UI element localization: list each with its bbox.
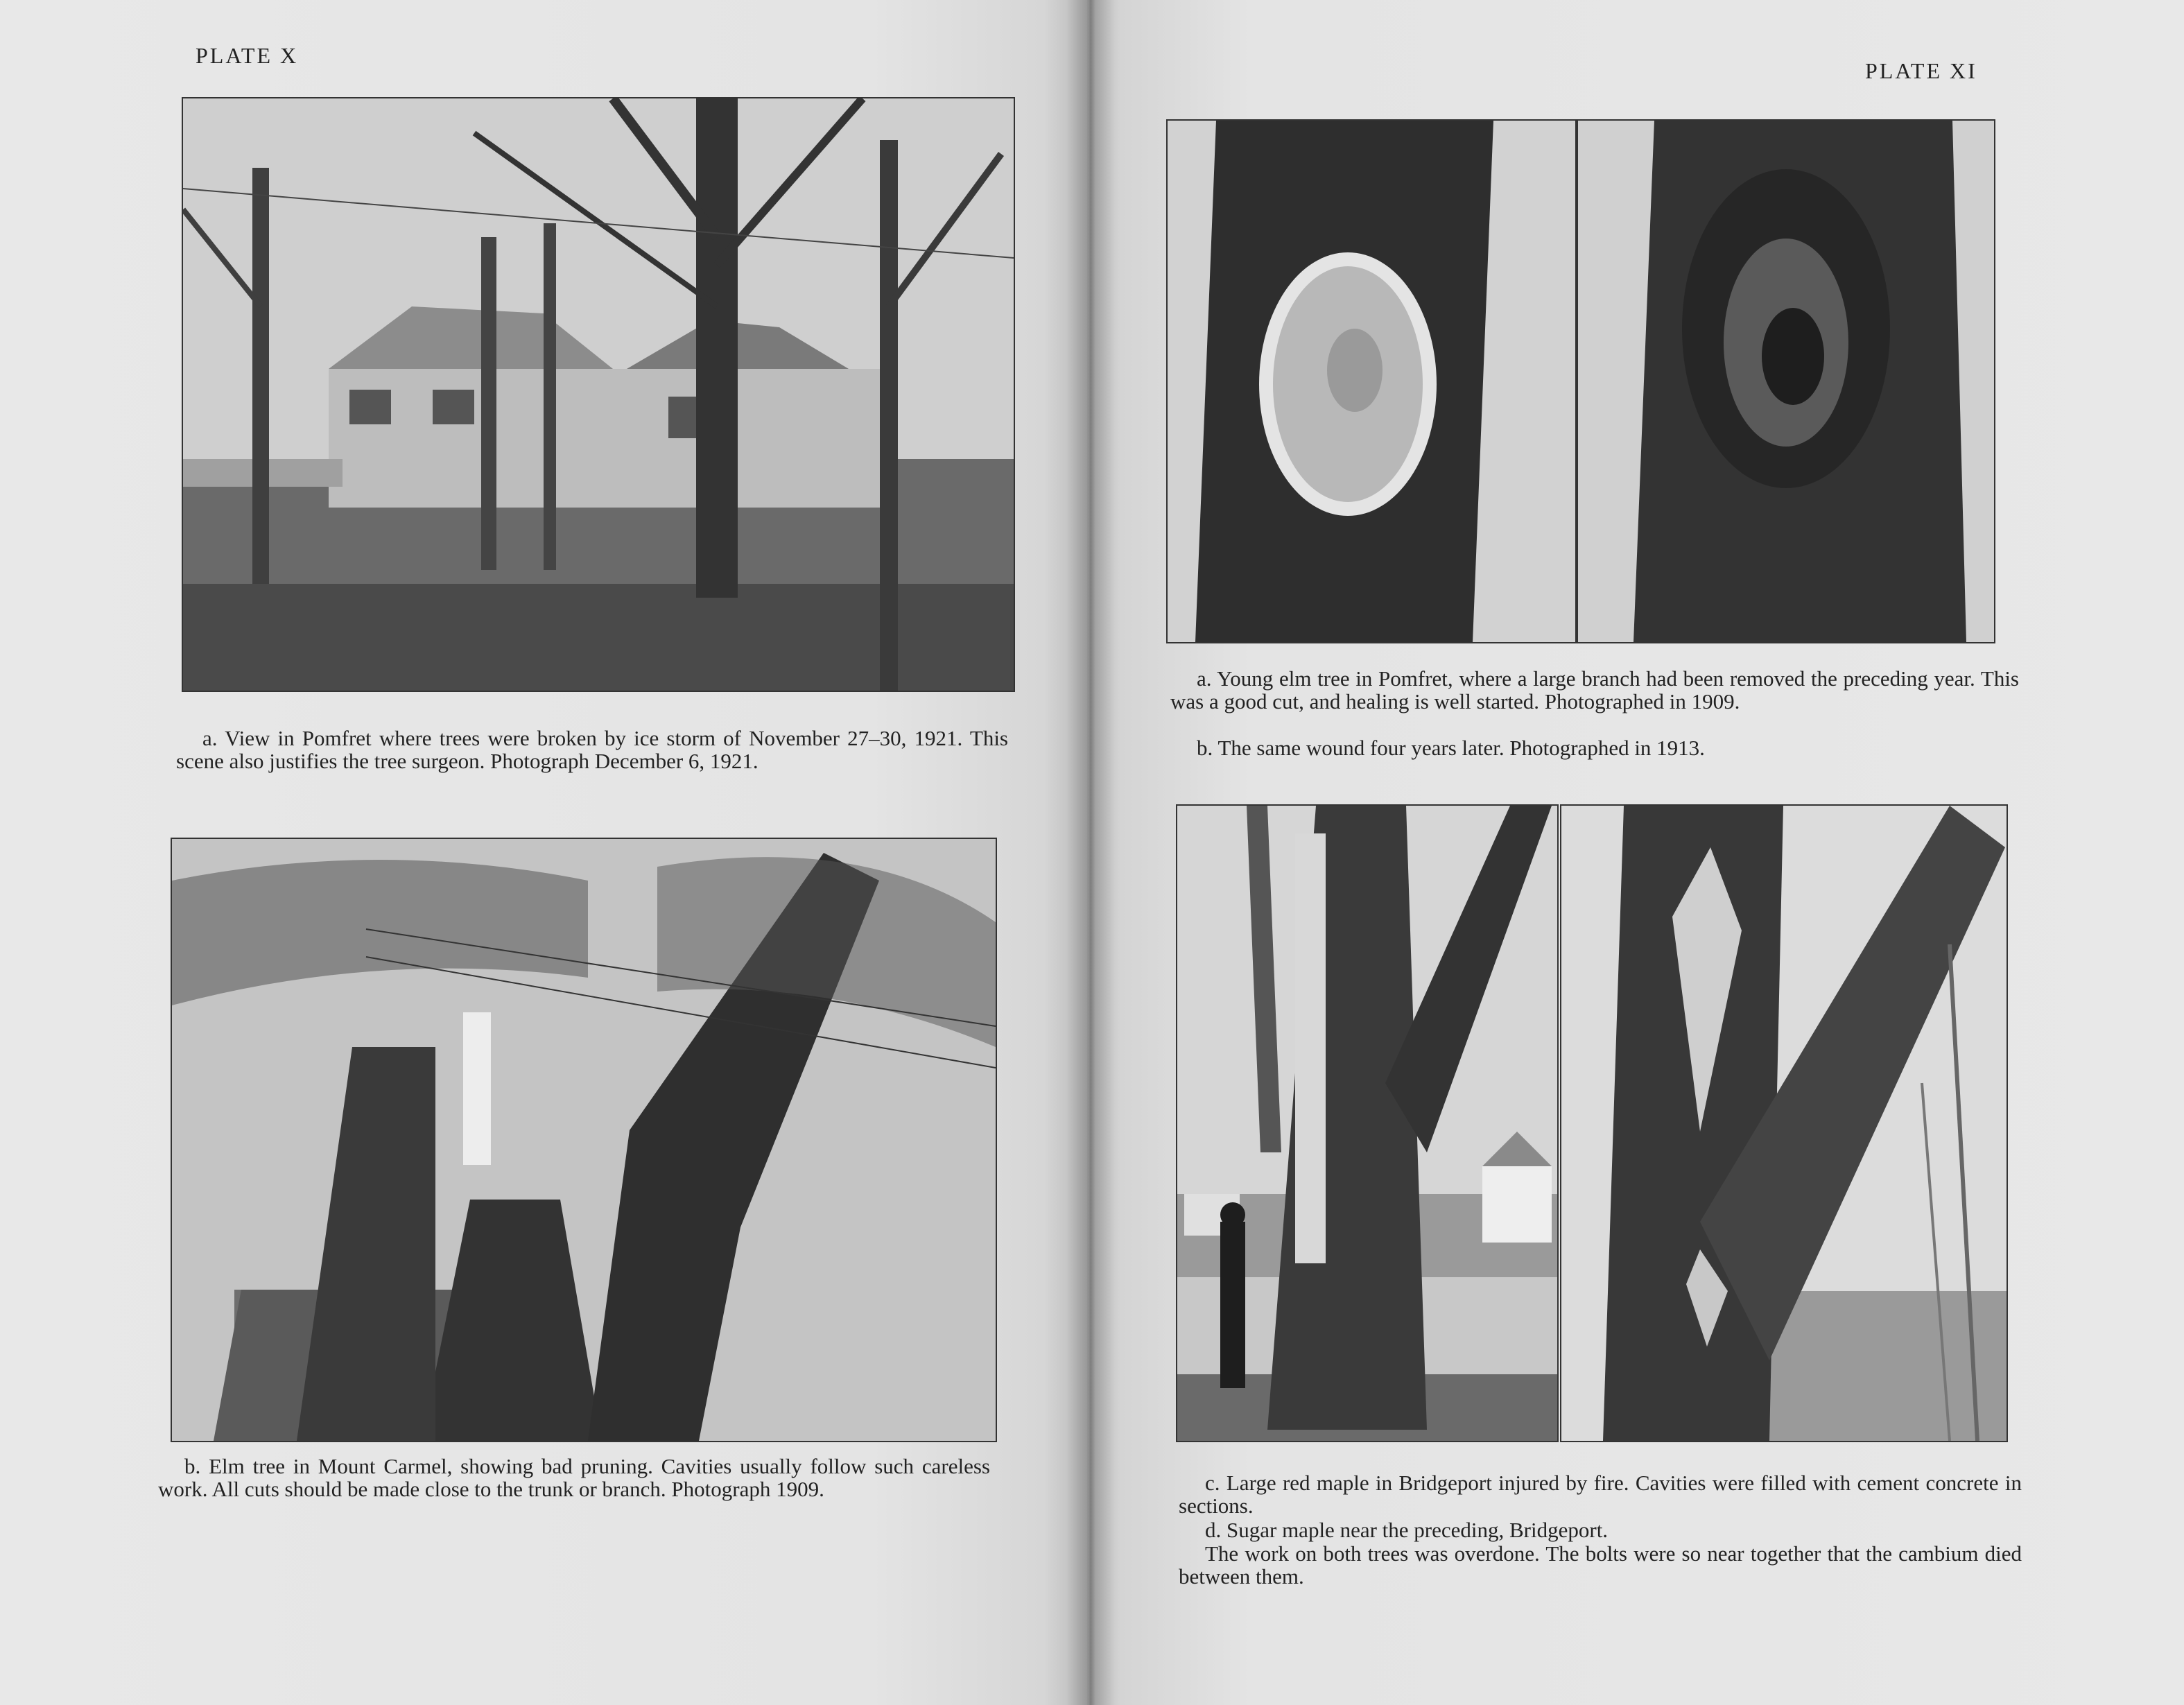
left-page (0, 0, 1087, 1705)
photo-sugar-maple-bridgeport (1560, 804, 2008, 1442)
right-page (1087, 0, 2184, 1705)
photo-elm-wound-1913 (1577, 119, 1995, 643)
caption-plate-x-b: b. Elm tree in Mount Carmel, showing bad pruning. Cavities usually follow such careless work. All cuts should be made close to the trunk or branch. Photograph 1909. (158, 1454, 990, 1501)
photo-red-maple-bridgeport (1176, 804, 1559, 1442)
caption-plate-xi-a: a. Young elm tree in Pomfret, where a large branch had been removed the preceding year. This was a good cut, and healing is well started. Photographed in 1909. (1170, 666, 2019, 713)
caption-plate-xi-d: d. Sugar maple near the preceding, Bridgeport. (1205, 1518, 1609, 1542)
plate-title-right: PLATE XI (1865, 58, 1977, 83)
caption-plate-xi-c: c. Large red maple in Bridgeport injured by fire. Cavities were filled with cement concrete in sections. (1179, 1471, 2022, 1518)
caption-plate-xi-note: The work on both trees was overdone. The bolts were so near together that the cambium died between them. (1179, 1541, 2022, 1589)
photo-pomfret-ice-storm (182, 97, 1015, 692)
photo-elm-wound-1909 (1166, 119, 1577, 643)
caption-plate-xi-b: b. The same wound four years later. Photographed in 1913. (1197, 736, 1705, 760)
book-spine-shadow (1066, 0, 1115, 1705)
caption-plate-x-a: a. View in Pomfret where trees were broken by ice storm of November 27–30, 1921. This scene also justifies the tree surgeon. Photograph December 6, 1921. (176, 726, 1008, 773)
photo-mount-carmel-elm (171, 838, 997, 1442)
plate-title-left: PLATE X (196, 43, 299, 68)
